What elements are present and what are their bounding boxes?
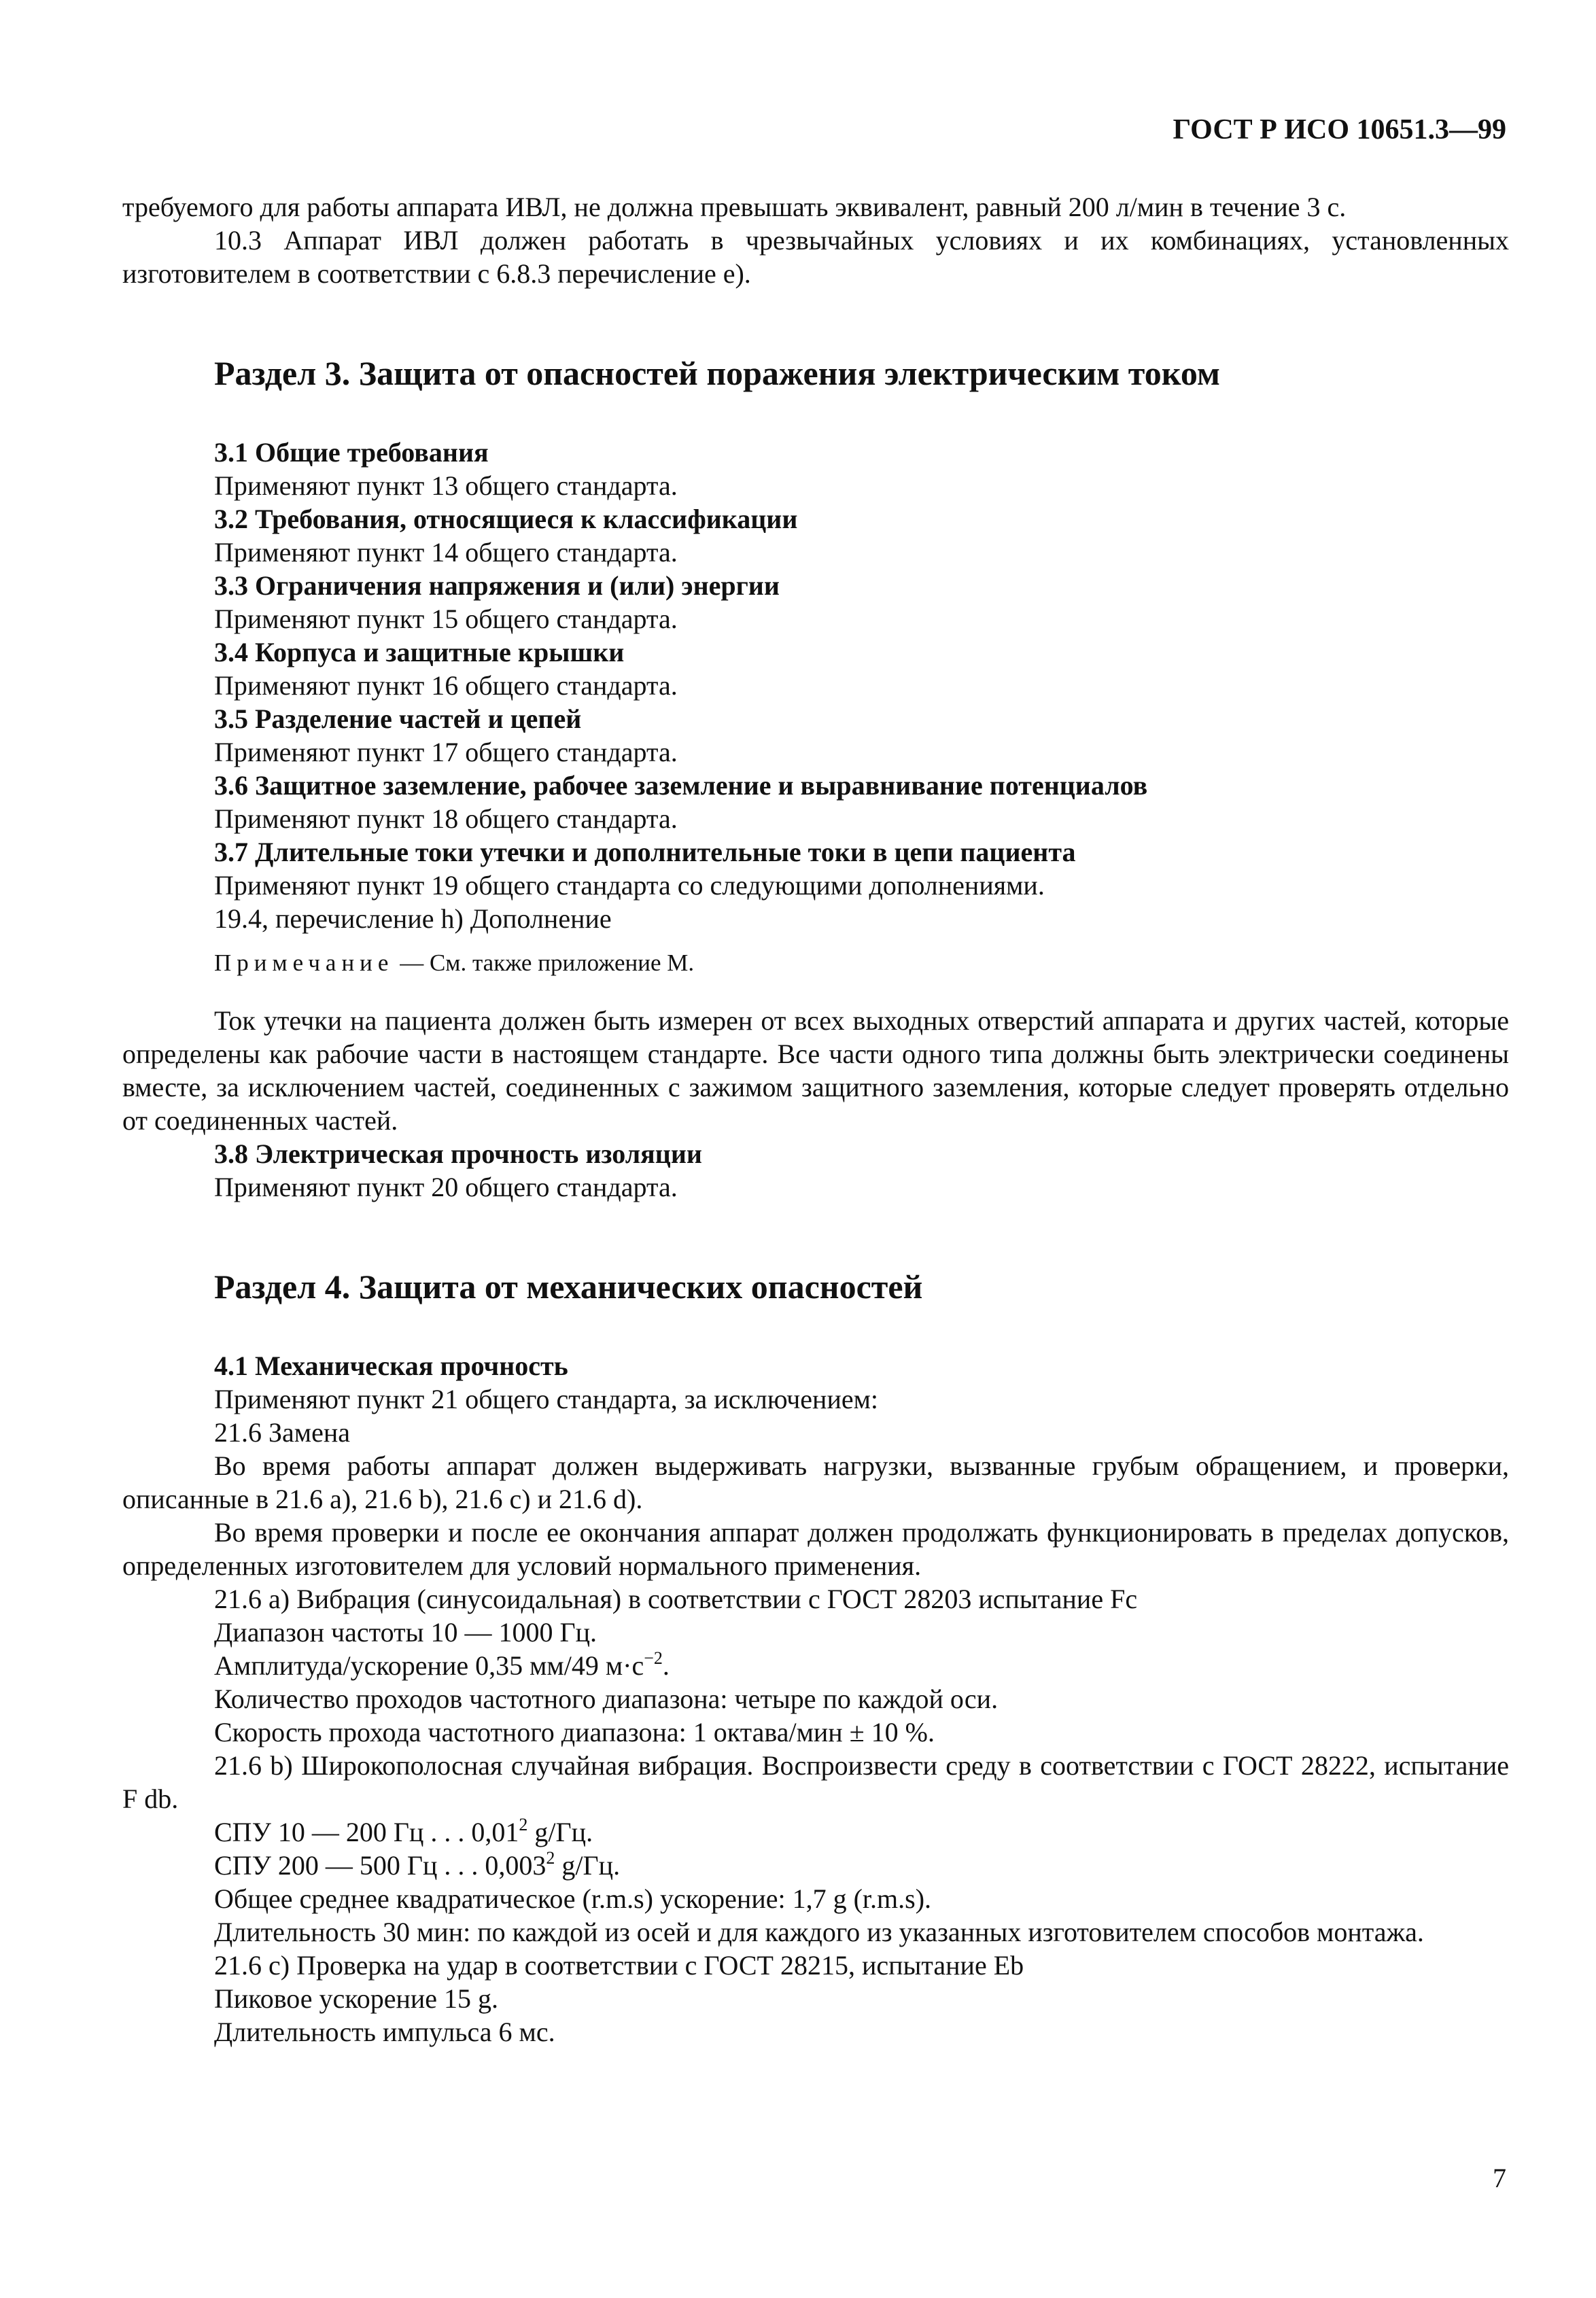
note-text: — См. также приложение М.	[394, 950, 695, 976]
item-text: Применяют пункт 14 общего стандарта.	[214, 537, 678, 568]
text-fragment: СПУ 200 — 500 Гц . . . 0,003	[214, 1850, 547, 1881]
item-text: Применяют пункт 15 общего стандарта.	[214, 604, 678, 634]
superscript: 2	[546, 1847, 555, 1868]
item-heading: 3.7 Длительные токи утечки и дополнительные токи в цепи пациента	[214, 837, 1076, 867]
item-text: 19.4, перечисление h) Дополнение	[214, 903, 612, 934]
paragraph: Длительность 30 мин: по каждой из осей и для каждого из указанных изготовителем способов монтажа.	[214, 1917, 1424, 1947]
text-line: Длительность импульса 6 мс.	[214, 2017, 555, 2047]
item-heading: 3.2 Требования, относящиеся к классификации	[214, 504, 798, 534]
standard-code-header: ГОСТ Р ИСО 10651.3—99	[1173, 114, 1506, 145]
item-heading: 3.4 Корпуса и защитные крышки	[214, 637, 625, 667]
section-3-items	[122, 436, 1509, 1204]
item-heading: 4.1 Механическая прочность	[214, 1351, 568, 1381]
text-line	[122, 1849, 1509, 1882]
leakage-current-paragraph: Ток утечки на пациента должен быть измерен от всех выходных отверстий аппарата и других частей, которые определены как рабочие части в настоящем стандарте. Все части одного типа должны быть электрически соединены вместе, за исключением частей, соединенных с зажимом защитного заземления, которые следует проверять отдельно от соединенных частей.	[122, 1005, 1509, 1136]
text-fragment: g/Гц.	[527, 1817, 593, 1847]
text-line: Пиковое ускорение 15 g.	[214, 1983, 499, 2014]
superscript: −2	[644, 1648, 663, 1668]
item-heading: 3.5 Разделение частей и цепей	[214, 703, 582, 734]
item-heading: 3.1 Общие требования	[214, 437, 489, 468]
item-heading: 3.8 Электрическая прочность изоляции	[214, 1138, 702, 1169]
item-text: Применяют пункт 13 общего стандарта.	[214, 470, 678, 501]
text-fragment: СПУ 10 — 200 Гц . . . 0,01	[214, 1817, 519, 1847]
item-text: Применяют пункт 17 общего стандарта.	[214, 737, 678, 767]
intro-paragraph-2: 10.3 Аппарат ИВЛ должен работать в чрезвычайных условиях и их комбинациях, установленных изготовителем в соответствии с 6.8.3 перечисление е).	[122, 225, 1509, 289]
section-3-title: Раздел 3. Защита от опасностей поражения электрическим током	[214, 354, 1220, 392]
text-line: Скорость прохода частотного диапазона: 1 октава/мин ± 10 %.	[214, 1717, 935, 1747]
item-text: Применяют пункт 18 общего стандарта.	[214, 803, 678, 834]
text-line	[122, 1649, 1509, 1682]
text-line: 21.6 Замена	[214, 1417, 351, 1448]
text-fragment: .	[662, 1650, 670, 1681]
note-label: Примечание	[214, 950, 394, 976]
paragraph: 21.6 b) Широкополосная случайная вибрация. Воспроизвести среду в соответствии с ГОСТ 28222, испытание F db.	[122, 1750, 1509, 1814]
superscript: 2	[519, 1814, 528, 1834]
item-text: Применяют пункт 16 общего стандарта.	[214, 670, 678, 701]
item-text: Применяют пункт 19 общего стандарта со следующими дополнениями.	[214, 870, 1045, 901]
document-body	[122, 190, 1509, 2049]
section-4-title: Раздел 4. Защита от механических опасностей	[214, 1268, 923, 1306]
text-line	[122, 1815, 1509, 1849]
text-line: Применяют пункт 21 общего стандарта, за исключением:	[214, 1384, 879, 1414]
text-line: Общее среднее квадратическое (r.m.s) ускорение: 1,7 g (r.m.s).	[214, 1883, 932, 1914]
note	[122, 946, 1509, 979]
text-line: Количество проходов частотного диапазона: четыре по каждой оси.	[214, 1684, 999, 1714]
paragraph: Во время проверки и после ее окончания аппарат должен продолжать функционировать в пределах допусков, определенных изготовителем для условий нормального применения.	[122, 1517, 1509, 1581]
section-4-content	[122, 1349, 1509, 2049]
text-fragment: Амплитуда/ускорение 0,35 мм/49 м·с	[214, 1650, 644, 1681]
intro-paragraph-1: требуемого для работы аппарата ИВЛ, не должна превышать эквивалент, равный 200 л/мин в течение 3 с.	[122, 192, 1347, 222]
text-fragment: g/Гц.	[555, 1850, 621, 1881]
page-number: 7	[1493, 2163, 1506, 2193]
text-line: 21.6 а) Вибрация (синусоидальная) в соответствии с ГОСТ 28203 испытание Fc	[214, 1584, 1138, 1614]
text-line: 21.6 c) Проверка на удар в соответствии с ГОСТ 28215, испытание Eb	[214, 1950, 1024, 1981]
item-text: Применяют пункт 20 общего стандарта.	[214, 1172, 678, 1202]
text-line: Диапазон частоты 10 — 1000 Гц.	[214, 1617, 597, 1648]
item-heading: 3.3 Ограничения напряжения и (или) энергии	[214, 570, 780, 601]
paragraph: Во время работы аппарат должен выдерживать нагрузки, вызванные грубым обращением, и проверки, описанные в 21.6 а), 21.6 b), 21.6 c) и 21.6 d).	[122, 1450, 1509, 1514]
item-heading: 3.6 Защитное заземление, рабочее заземление и выравнивание потенциалов	[214, 770, 1148, 801]
